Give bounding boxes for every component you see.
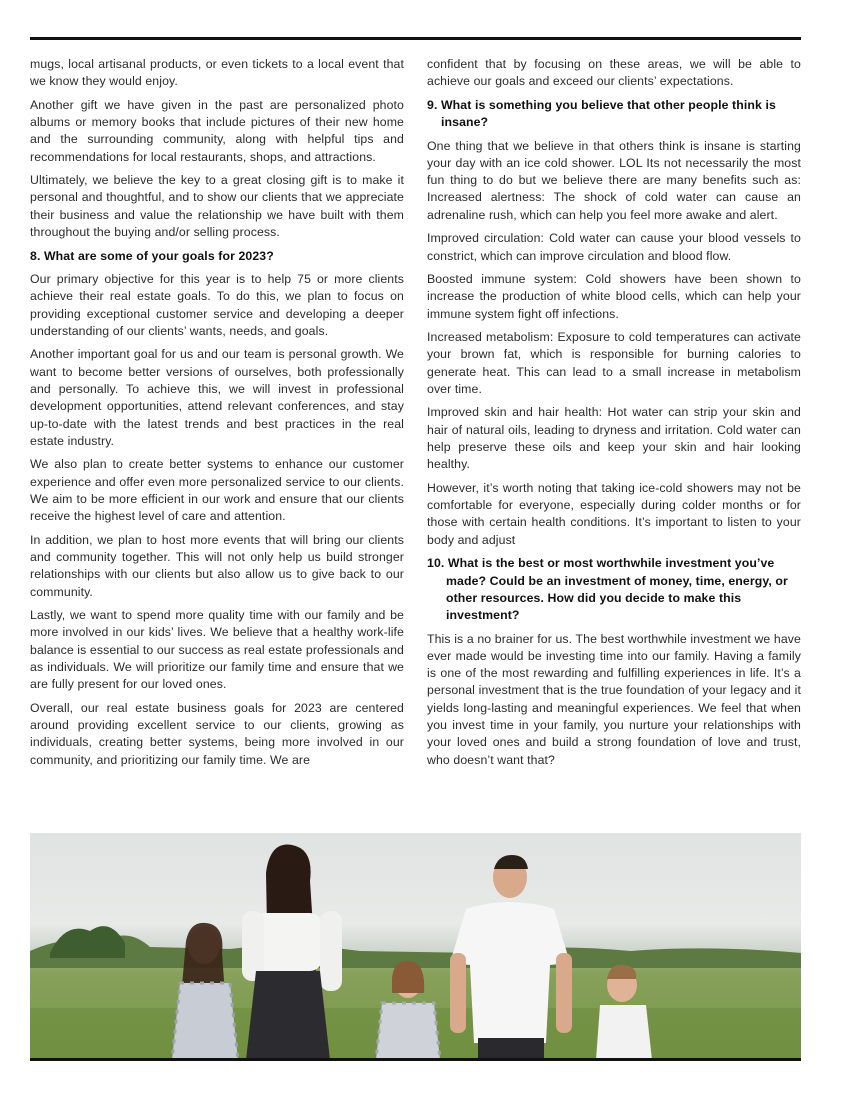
paragraph: Improved circulation: Cold water can cause your blood vessels to constrict, which can improve circulation and blood flow. <box>427 231 801 263</box>
paragraph: Lastly, we want to spend more quality time with our family and be more involved in our kids’ lives. We believe that a healthy work-life balance is essential to our success as real estate professionals and as individuals. We will prioritize our family time and ensure that we are fully present for our loved ones. <box>30 608 404 692</box>
left-column <box>30 56 404 775</box>
paragraph: mugs, local artisanal products, or even tickets to a local event that we know they would enjoy. <box>30 57 404 89</box>
paragraph: Another important goal for us and our team is personal growth. We want to become better versions of ourselves, both professionally and personally. To achieve this, we will invest in professional development opportunities, attend relevant conferences, and stay up-to-date with the latest trends and best practices in the real estate industry. <box>30 347 404 448</box>
paragraph: This is a no brainer for us. The best worthwhile investment we have ever made would be investing time into our family. Having a family is one of the most rewarding and fulfilling experiences in life. It’s a personal investment that is the true foundation of your legacy and it yields long-lasting and meaningful experiences. We feel that when you invest time in your family, you nurture your relationships with your loved ones and build a strong foundation of love and trust, who doesn’t want that? <box>427 631 801 767</box>
question-heading-10: 10. What is the best or most worthwhile investment you’ve made? Could be an investment of money, time, energy, or other resources. How did you decide to make this investment? <box>427 556 788 623</box>
paragraph: Increased metabolism: Exposure to cold temperatures can activate your brown fat, which is responsible for burning calories to generate heat. This can lead to a small increase in metabolism over time. <box>427 330 801 396</box>
paragraph: Ultimately, we believe the key to a great closing gift is to make it personal and thoughtful, and to show our clients that we appreciate their business and value the relationship we have built with them throughout the buying and/or selling process. <box>30 173 404 240</box>
paragraph: One thing that we believe in that others think is insane is starting your day with an ice cold shower. LOL Its not necessarily the most fun thing to do but we believe there are many benefits such as: Increased alertness: The shock of cold water can cause an adrenaline rush, which can help you feel more awake and alert. <box>427 138 801 222</box>
question-heading-9: 9. What is something you believe that other people think is insane? <box>427 97 776 130</box>
paragraph: We also plan to create better systems to enhance our customer experience and offer even more personalized service to our clients. We aim to be more efficient in our work and ensure that our clients receive the highest level of care and attention. <box>30 457 404 524</box>
right-column <box>427 56 801 775</box>
paragraph: However, it’s worth noting that taking ice-cold showers may not be comfortable for everyone, especially during colder months or for those with certain health conditions. It’s important to listen to your body and adjust <box>427 480 801 547</box>
paragraph: In addition, we plan to host more events that will bring our clients and community together. This will not only help us build stronger relationships with our clients but also allow us to give back to our community. <box>30 532 404 599</box>
bottom-rule <box>30 1058 801 1061</box>
paragraph: Overall, our real estate business goals for 2023 are centered around providing excellent service to our clients, growing as individuals, creating better systems, being more involved in our community, and prioritizing our family time. We are <box>30 700 404 767</box>
paragraph: Boosted immune system: Cold showers have been shown to increase the production of white blood cells, which can help your immune system fight off infections. <box>427 272 801 321</box>
family-photo-icon <box>30 833 801 1060</box>
question-heading-8: 8. What are some of your goals for 2023? <box>30 248 274 263</box>
top-rule <box>30 37 801 40</box>
family-photo <box>30 833 801 1060</box>
paragraph: Our primary objective for this year is to help 75 or more clients achieve their real estate goals. To do this, we plan to focus on providing exceptional customer service and developing a deeper understanding of our clients’ wants, needs, and goals. <box>30 272 404 338</box>
paragraph: confident that by focusing on these areas, we will be able to achieve our goals and exceed our clients’ expectations. <box>427 57 801 89</box>
paragraph: Another gift we have given in the past are personalized photo albums or memory books that include pictures of their new home and the surrounding community, along with helpful tips and recommendations for local restaurants, shops, and attractions. <box>30 97 404 164</box>
paragraph: Improved skin and hair health: Hot water can strip your skin and hair of natural oils, leading to dryness and irritation. Cold water can help preserve these oils and keep your skin and hair looking healthy. <box>427 405 801 472</box>
